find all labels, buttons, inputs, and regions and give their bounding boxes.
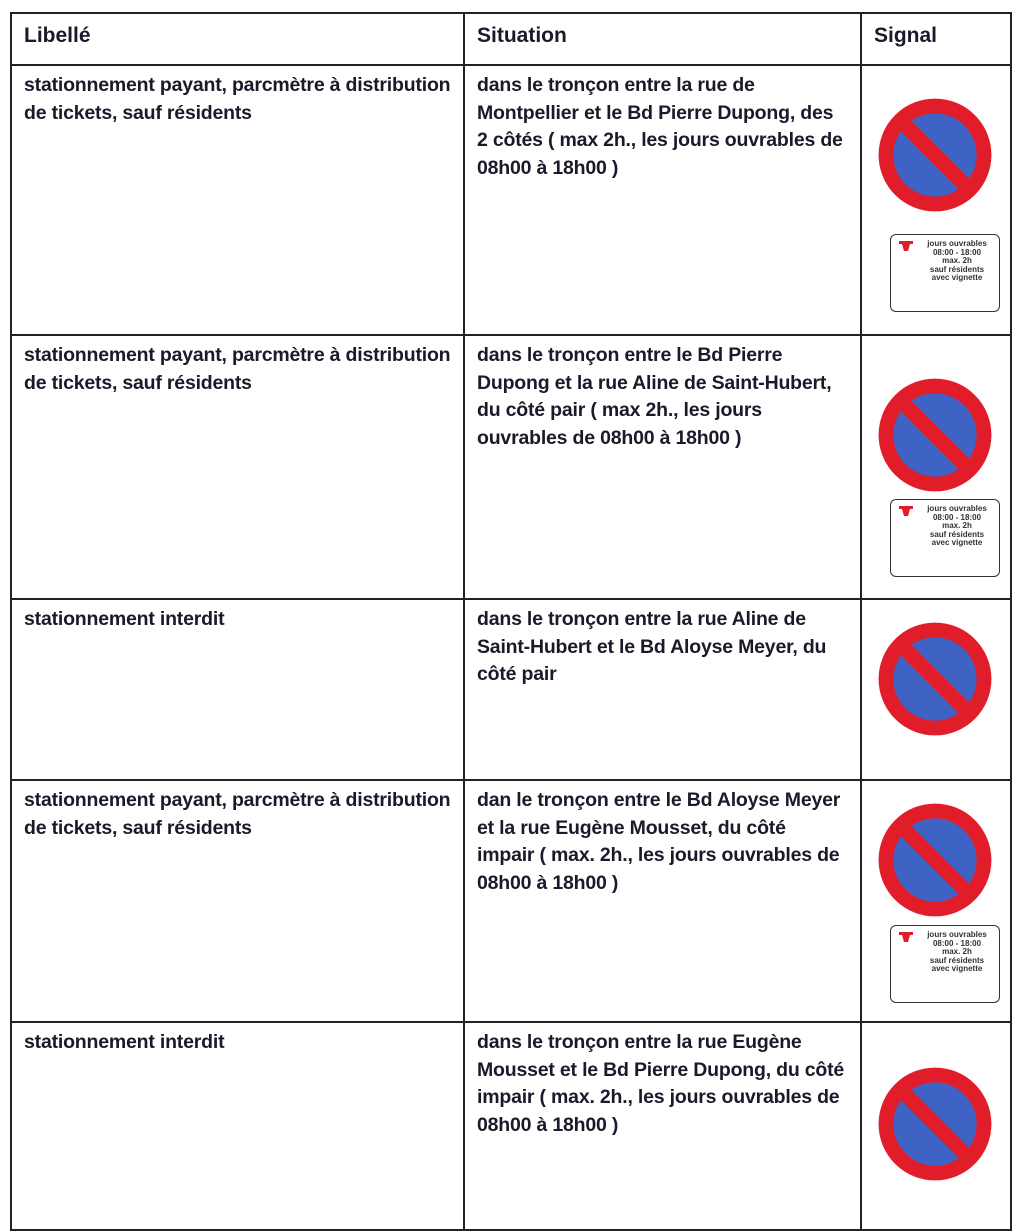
header-situation: Situation [464,13,861,65]
table-row [11,1022,1011,1230]
header-row [11,13,1011,65]
parking-meter-icon [899,241,913,253]
no-parking-sign-icon [878,98,992,212]
plate-text: jours ouvrables 08:00 - 18:00 max. 2h sauf résidents avec vignette [927,239,987,282]
situation-cell: dan le tronçon entre le Bd Aloyse Meyer et la rue Eugène Mousset, du côté impair ( max. 2h., les jours ouvrables de 08h00 à 18h00 ) [464,780,861,1022]
libelle-cell: stationnement payant, parcmètre à distribution de tickets, sauf résidents [11,65,464,335]
no-parking-sign-icon [878,1067,992,1181]
situation-cell: dans le tronçon entre le Bd Pierre Dupong et la rue Aline de Saint-Hubert, du côté pair ( max 2h., les jours ouvrables de 08h00 à 18h00 ) [464,335,861,599]
no-parking-sign-icon [878,622,992,736]
situation-cell: dans le tronçon entre la rue Aline de Saint-Hubert et le Bd Aloyse Meyer, du côté pair [464,599,861,780]
situation-cell: dans le tronçon entre la rue de Montpellier et le Bd Pierre Dupong, des 2 côtés ( max 2h., les jours ouvrables de 08h00 à 18h00 ) [464,65,861,335]
libelle-cell: stationnement interdit [11,599,464,780]
supplementary-plate [890,499,1000,577]
supplementary-plate [890,234,1000,312]
libelle-cell: stationnement payant, parcmètre à distribution de tickets, sauf résidents [11,335,464,599]
header-signal: Signal [861,13,1011,65]
header-libelle: Libellé [11,13,464,65]
plate-text: jours ouvrables 08:00 - 18:00 max. 2h sauf résidents avec vignette [927,930,987,973]
signal-cell [861,1022,1011,1230]
no-parking-sign-icon [878,803,992,917]
table-row [11,780,1011,1022]
libelle-cell: stationnement interdit [11,1022,464,1230]
signal-cell [861,780,1011,1022]
signal-cell [861,65,1011,335]
table-row [11,65,1011,335]
situation-cell: dans le tronçon entre la rue Eugène Mousset et le Bd Pierre Dupong, du côté impair ( max. 2h., les jours ouvrables de 08h00 à 18h00 ) [464,1022,861,1230]
plate-text: jours ouvrables 08:00 - 18:00 max. 2h sauf résidents avec vignette [927,504,987,547]
signal-cell [861,599,1011,780]
parking-regulations-table [10,12,1012,1231]
table-row [11,335,1011,599]
supplementary-plate [890,925,1000,1003]
parking-meter-icon [899,506,913,518]
table-row [11,599,1011,780]
libelle-cell: stationnement payant, parcmètre à distribution de tickets, sauf résidents [11,780,464,1022]
parking-meter-icon [899,932,913,944]
no-parking-sign-icon [878,378,992,492]
signal-cell [861,335,1011,599]
